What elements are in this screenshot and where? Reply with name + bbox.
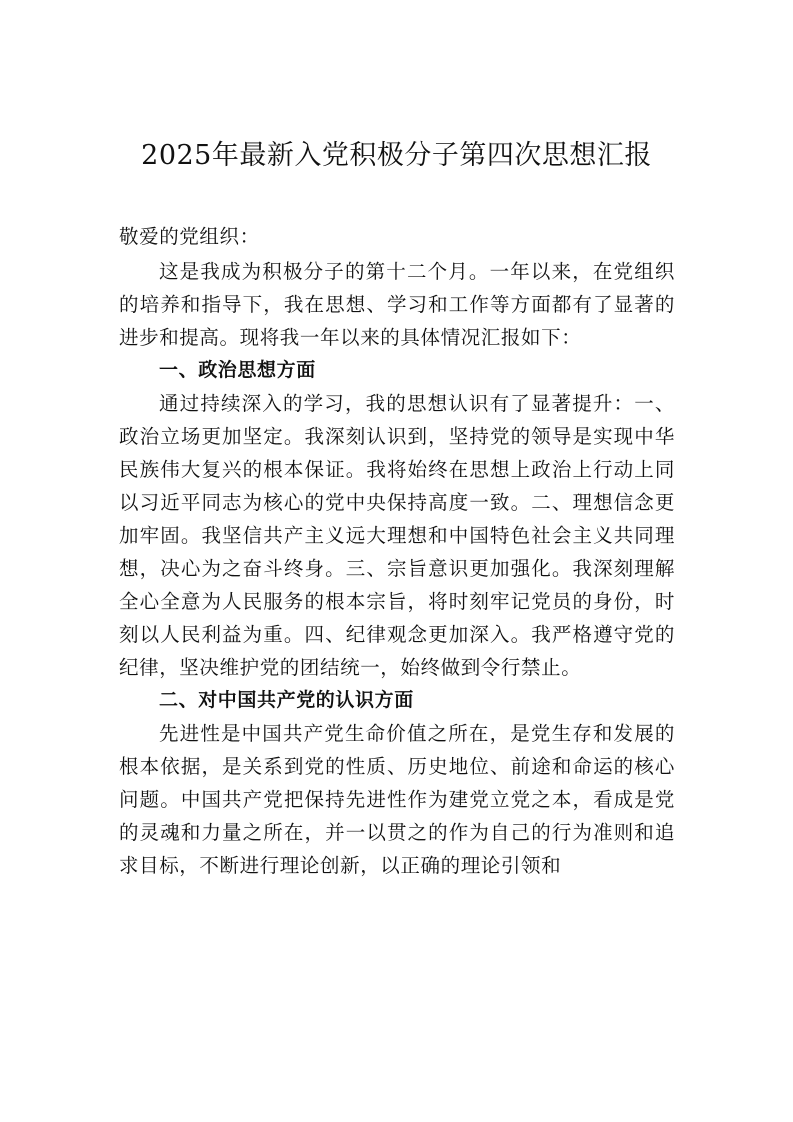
intro-paragraph: 这是我成为积极分子的第十二个月。一年以来，在党组织的培养和指导下，我在思想、学习和工作等方面都有了显著的进步和提高。现将我一年以来的具体情况汇报如下： bbox=[119, 260, 675, 349]
salutation: 敬爱的党组织： bbox=[119, 225, 260, 248]
section-heading-party-understanding: 二、对中国共产党的认识方面 bbox=[159, 689, 414, 711]
section-paragraph-party-understanding: 先进性是中国共产党生命价值之所在，是党生存和发展的根本依据，是关系到党的性质、历史地位、前途和命运的核心问题。中国共产党把保持先进性作为建党立党之本，看成是党的灵魂和力量之所在，并一以贯之的作为自己的行为准则和追求目标，不断进行理论创新，以正确的理论引领和 bbox=[119, 722, 675, 877]
section-paragraph-political: 通过持续深入的学习，我的思想认识有了显著提升：一、政治立场更加坚定。我深刻认识到，坚持党的领导是实现中华民族伟大复兴的根本保证。我将始终在思想上政治上行动上同以习近平同志为核心的党中央保持高度一致。二、理想信念更加牢固。我坚信共产主义远大理想和中国特色社会主义共同理想，决心为之奋斗终身。三、宗旨意识更加强化。我深刻理解全心全意为人民服务的根本宗旨，将时刻牢记党员的身份，时刻以人民利益为重。四、纪律观念更加深入。我严格遵守党的纪律，坚决维护党的团结统一，始终做到令行禁止。 bbox=[119, 392, 675, 679]
section-heading-political: 一、政治思想方面 bbox=[159, 359, 316, 381]
document-body bbox=[119, 220, 675, 882]
document-title: 2025年最新入党积极分子第四次思想汇报 bbox=[141, 140, 652, 171]
